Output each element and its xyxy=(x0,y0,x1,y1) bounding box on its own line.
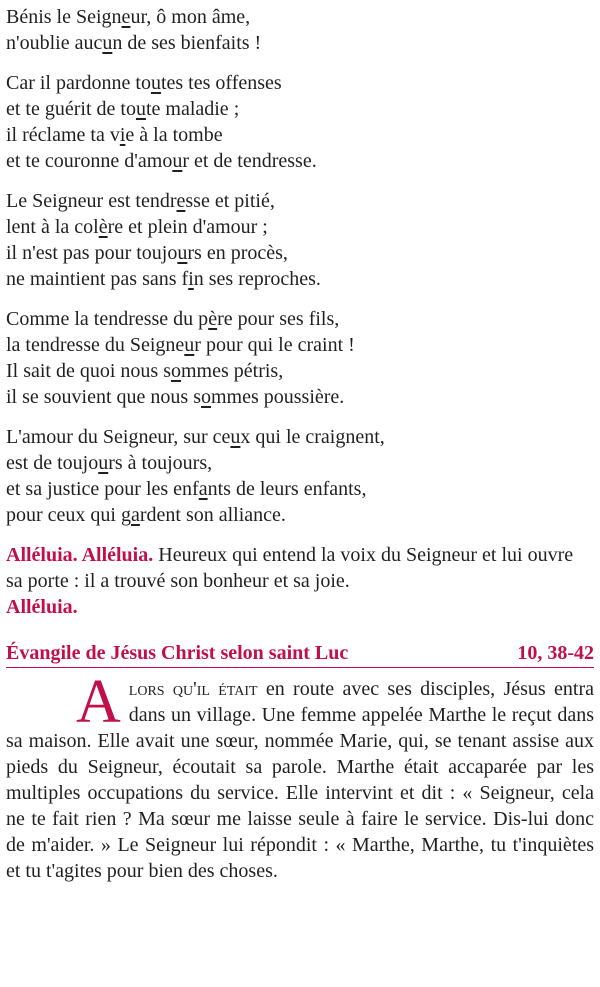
psalm-line: est de toujours à toujours, xyxy=(6,452,213,474)
alleluia-intro: Alléluia. Alléluia. xyxy=(6,544,154,566)
alleluia-verse xyxy=(6,542,594,620)
psalm-stanza-5 xyxy=(6,424,594,528)
accent-mark: u xyxy=(177,242,188,264)
accent-mark: u xyxy=(150,72,161,94)
psalm-line: ne maintient pas sans fin ses reproches. xyxy=(6,268,321,290)
psalm-stanza-1 xyxy=(6,4,594,56)
alleluia-outro: Alléluia. xyxy=(6,596,78,618)
accent-mark: o xyxy=(201,386,211,408)
accent-mark: u xyxy=(184,334,195,356)
drop-cap: A xyxy=(76,668,121,736)
gospel-body: en route avec ses disciples, Jésus entra dans un village. Une femme appelée Marthe le reçut dans sa maison. Elle avait une sœur, nommée Marie, qui, se tenant assise aux pieds du Seigneur, écoutait sa parole. Marthe était accaparée par les multiples occupations du service. Elle intervint et dit : « Seigneur, cela ne te fait rien ? Ma sœur me laisse seule à faire le service. Dis-lui donc de m'aider. » Le Seigneur lui répondit : « Marthe, Marthe, tu t'inquiètes et tu t'agites pour bien des choses. xyxy=(6,678,594,882)
accent-mark: u xyxy=(98,452,109,474)
psalm-stanza-4 xyxy=(6,306,594,410)
psalm-stanza-2 xyxy=(6,70,594,174)
psalm-line: pour ceux qui gardent son alliance. xyxy=(6,504,286,526)
accent-mark: a xyxy=(198,478,208,500)
psalm-line: n'oublie aucun de ses bienfaits ! xyxy=(6,32,262,54)
accent-mark: u xyxy=(135,98,146,120)
accent-mark: i xyxy=(119,124,126,146)
accent-mark: o xyxy=(171,360,181,382)
accent-mark: u xyxy=(172,150,183,172)
psalm-line: Il sait de quoi nous sommes pétris, xyxy=(6,360,284,382)
gospel-text xyxy=(6,668,594,884)
accent-mark: è xyxy=(98,216,108,238)
psalm-line: et sa justice pour les enfants de leurs enfants, xyxy=(6,478,367,500)
gospel-title: Évangile de Jésus Christ selon saint Luc xyxy=(6,642,349,664)
psalm-line: Comme la tendresse du père pour ses fils, xyxy=(6,308,340,330)
psalm-line: il se souvient que nous sommes poussière. xyxy=(6,386,345,408)
psalm-line: il n'est pas pour toujours en procès, xyxy=(6,242,288,264)
accent-mark: a xyxy=(130,504,140,526)
psalm-line: L'amour du Seigneur, sur ceux qui le craignent, xyxy=(6,426,385,448)
accent-mark: è xyxy=(208,308,218,330)
psalm-line: il réclame ta vie à la tombe xyxy=(6,124,223,146)
psalm-line: Bénis le Seigneur, ô mon âme, xyxy=(6,6,251,28)
accent-mark: i xyxy=(188,268,194,290)
psalm-line: Car il pardonne toutes tes offenses xyxy=(6,72,282,94)
psalm-line: Le Seigneur est tendresse et pitié, xyxy=(6,190,275,212)
psalm-text xyxy=(6,0,594,528)
accent-mark: u xyxy=(102,32,113,54)
accent-mark: e xyxy=(176,190,186,212)
psalm-stanza-3 xyxy=(6,188,594,292)
accent-mark: e xyxy=(121,6,131,28)
psalm-line: et te couronne d'amour et de tendresse. xyxy=(6,150,317,172)
psalm-line: et te guérit de toute maladie ; xyxy=(6,98,240,120)
gospel-header xyxy=(6,640,594,668)
gospel-reference: 10, 38-42 xyxy=(517,642,594,664)
psalm-line: lent à la colère et plein d'amour ; xyxy=(6,216,268,238)
gospel-opening-smallcaps: lors qu'il était xyxy=(128,678,258,700)
alleluia-text: Heureux qui entend la voix du Seigneur et lui ouvre sa porte : il a trouvé son bonheur et sa joie. xyxy=(6,544,574,592)
accent-mark: u xyxy=(230,426,241,448)
psalm-line: la tendresse du Seigneur pour qui le craint ! xyxy=(6,334,355,356)
